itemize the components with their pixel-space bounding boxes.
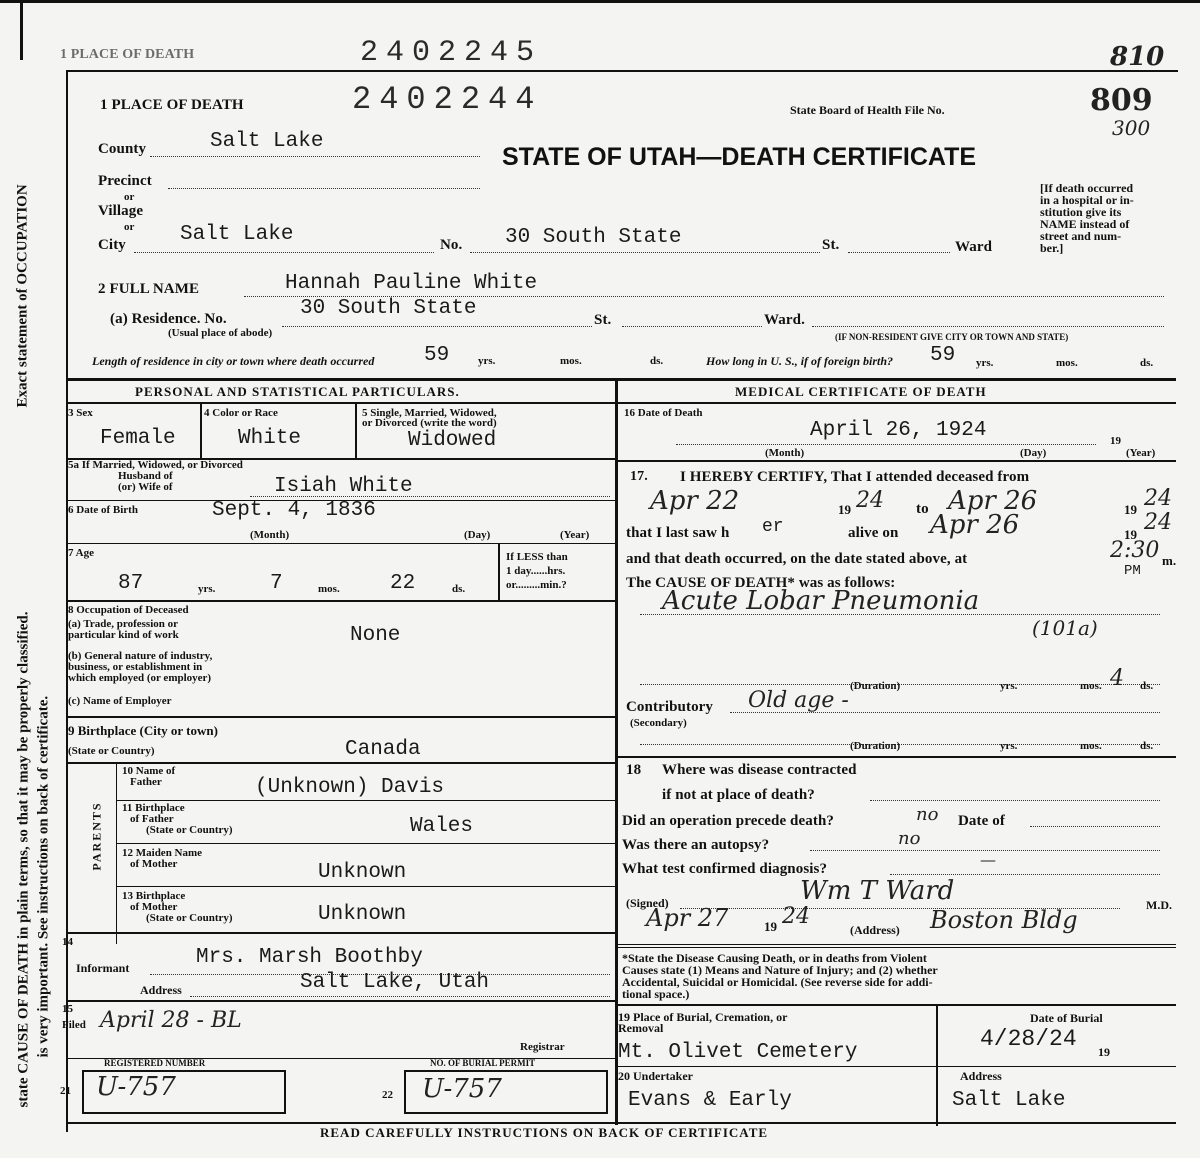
burial-place-value: Mt. Olivet Cemetery xyxy=(618,1041,858,1064)
res-st-label: St. xyxy=(594,312,612,328)
informant-label: Informant xyxy=(76,961,130,975)
death-month-label: (Month) xyxy=(765,447,805,459)
sex-value: Female xyxy=(100,427,176,450)
death-year-label: (Year) xyxy=(1126,447,1156,459)
res-ward-label: Ward. xyxy=(764,312,805,328)
sex-label: 3 Sex xyxy=(68,407,93,419)
certificate-title: STATE OF UTAH—DEATH CERTIFICATE xyxy=(502,143,977,171)
alive-on-year: 24 xyxy=(1144,510,1172,535)
registered-number-value: U-757 xyxy=(96,1072,176,1102)
certify-text: I HEREBY CERTIFY, That I attended deceased from xyxy=(680,469,1030,485)
personal-section-title: PERSONAL AND STATISTICAL PARTICULARS. xyxy=(135,384,460,399)
burial-permit-field-no: 22 xyxy=(382,1089,393,1101)
occupation-a-label: (a) Trade, profession or particular kind of work xyxy=(68,618,179,641)
spouse-label: 5a If Married, Widowed, or Divorced Husband of (or) Wife of xyxy=(68,459,243,493)
last-saw-label: that I last saw h xyxy=(626,525,730,541)
informant-address-label: Address xyxy=(140,983,182,997)
city-value: Salt Lake xyxy=(180,223,294,246)
ds-label: ds. xyxy=(1140,680,1154,692)
operation-value: no xyxy=(916,804,939,825)
cause-code: (101a) xyxy=(1032,616,1098,640)
filed-label: Filed xyxy=(62,1019,86,1031)
registrar-label: Registrar xyxy=(520,1041,565,1053)
file-extra: 300 xyxy=(1112,116,1151,140)
informant-address-value: Salt Lake, Utah xyxy=(300,971,490,994)
spouse-value: Isiah White xyxy=(274,475,413,498)
full-name-value: Hannah Pauline White xyxy=(285,272,538,295)
length-residence-label: Length of residence in city or town where death occurred xyxy=(92,354,375,368)
undertaker-address-value: Salt Lake xyxy=(952,1089,1066,1112)
physician-signature: Wm T Ward xyxy=(800,876,955,906)
mos-label: mos. xyxy=(560,355,582,367)
us-residence-years: 59 xyxy=(930,344,956,367)
dob-month-label: (Month) xyxy=(250,529,290,541)
place-of-death-label: 1 PLACE OF DEATH xyxy=(100,97,244,113)
yrs-label: yrs. xyxy=(1000,680,1018,692)
to-19: 19 xyxy=(1124,502,1137,517)
duration-label: (Duration) xyxy=(850,680,901,692)
age-label: 7 Age xyxy=(68,547,94,559)
street-address-value: 30 South State xyxy=(505,226,682,249)
signed-19: 19 xyxy=(764,919,777,934)
birthplace-value: Canada xyxy=(345,738,421,761)
margin-text-3: Exact statement of OCCUPATION xyxy=(14,184,31,408)
length-residence-years: 59 xyxy=(424,344,450,367)
op-date-label: Date of xyxy=(958,813,1005,829)
q18-label: Where was disease contracted xyxy=(662,762,857,778)
village-label: Village xyxy=(98,203,144,219)
medical-section-title: MEDICAL CERTIFICATE OF DEATH xyxy=(735,384,987,399)
date-of-death-label: 16 Date of Death xyxy=(624,407,703,419)
undertaker-address-label: Address xyxy=(960,1069,1002,1083)
father-birthplace-value: Wales xyxy=(410,815,474,838)
yrs-label: yrs. xyxy=(198,583,216,595)
employer-label: (c) Name of Employer xyxy=(68,695,172,707)
mos-label: mos. xyxy=(1080,740,1102,752)
filed-value: April 28 - BL xyxy=(100,1008,242,1033)
file-number: 809 xyxy=(1090,83,1153,118)
secondary-label: (Secondary) xyxy=(630,717,687,729)
certificate-number-stamp: 2402244 xyxy=(352,81,543,118)
dob-year-label: (Year) xyxy=(560,529,590,541)
burial-19: 19 xyxy=(1098,1045,1110,1059)
residence-value: 30 South State xyxy=(300,297,477,320)
prev-cert-number: 2402245 xyxy=(360,36,543,70)
attended-to-year: 24 xyxy=(1144,486,1172,511)
occupation-value: None xyxy=(350,624,401,647)
dob-day-label: (Day) xyxy=(464,529,491,541)
md-label: M.D. xyxy=(1146,898,1172,912)
attended-to: Apr 26 xyxy=(948,486,1038,516)
less-than-day: If LESS than 1 day......hrs. or.........min.? xyxy=(506,551,568,591)
test-value: — xyxy=(980,850,996,869)
father-name-value: (Unknown) Davis xyxy=(255,776,445,799)
prev-place-label: 1 PLACE OF DEATH xyxy=(60,47,195,62)
cause-of-death: Acute Lobar Pneumonia xyxy=(662,586,980,616)
us-residence-label: How long in U. S., if of foreign birth? xyxy=(706,354,894,368)
death-yr-prefix: 19 xyxy=(1110,435,1121,447)
race-label: 4 Color or Race xyxy=(204,407,278,419)
contributory-label: Contributory xyxy=(626,699,714,715)
county-label: County xyxy=(98,141,147,157)
reg-number-field-no: 21 xyxy=(60,1085,71,1097)
registered-number-label: REGISTERED NUMBER xyxy=(104,1058,206,1068)
m-label: m. xyxy=(1162,553,1177,568)
non-resident-note: (IF NON-RESIDENT GIVE CITY OR TOWN AND STATE) xyxy=(835,332,1069,342)
occupation-b-label: (b) General nature of industry, business, or establishment in which employed (or employer) xyxy=(68,650,213,684)
ds-label: ds. xyxy=(1140,740,1154,752)
birthplace-state-label: (State or Country) xyxy=(68,745,155,757)
usual-abode-note: (Usual place of abode) xyxy=(168,327,273,339)
mos-label: mos. xyxy=(1056,357,1078,369)
time-pm: PM xyxy=(1124,563,1141,579)
duration-label: (Duration) xyxy=(850,740,901,752)
residence-label: (a) Residence. No. xyxy=(110,311,227,327)
age-days: 22 xyxy=(390,572,416,595)
mother-name-value: Unknown xyxy=(318,861,407,884)
st-label: St. xyxy=(822,237,840,253)
yrs-label: yrs. xyxy=(1000,740,1018,752)
date-of-death-value: April 26, 1924 xyxy=(810,419,987,442)
death-day-label: (Day) xyxy=(1020,447,1047,459)
mother-birthplace-label: 13 Birthplace of Mother (State or Country) xyxy=(122,890,233,924)
ds-label: ds. xyxy=(1140,357,1154,369)
signed-label: (Signed) xyxy=(626,896,669,910)
q18b-label: if not at place of death? xyxy=(662,787,815,803)
burial-date-label: Date of Burial xyxy=(1030,1011,1103,1025)
or-text: or xyxy=(124,221,135,233)
file-no-label: State Board of Health File No. xyxy=(790,103,945,117)
marital-value: Widowed xyxy=(408,429,497,452)
ward-label: Ward xyxy=(955,239,993,255)
from-19: 19 xyxy=(838,502,851,517)
attended-from-year: 24 xyxy=(856,488,884,513)
cause-label: The CAUSE OF DEATH* was as follows: xyxy=(626,575,896,591)
mos-label: mos. xyxy=(318,583,340,595)
burial-date-value: 4/28/24 xyxy=(980,1026,1077,1052)
burial-place-label: 19 Place of Burial, Cremation, or Removal xyxy=(618,1010,788,1035)
undertaker-value: Evans & Early xyxy=(628,1089,792,1112)
last-saw-pronoun: er xyxy=(762,517,784,537)
age-years: 87 xyxy=(118,572,144,595)
hospital-note: [If death occurred in a hospital or in- stitution give its NAME instead of street and num- ber.] xyxy=(1040,181,1134,255)
margin-text-2: is very important. See instructions on back of certificate. xyxy=(35,695,52,1058)
operation-label: Did an operation precede death? xyxy=(622,813,834,829)
death-time: 2:30 xyxy=(1110,538,1160,563)
alive-19: 19 xyxy=(1124,527,1137,542)
signed-year: 24 xyxy=(782,904,810,929)
filed-number: 15 xyxy=(62,1003,73,1015)
race-value: White xyxy=(238,427,302,450)
signed-address: Boston Bldg xyxy=(930,906,1078,934)
test-label: What test confirmed diagnosis? xyxy=(622,861,828,877)
death-occurred-label: and that death occurred, on the date stated above, at xyxy=(626,551,968,567)
father-name-label: 10 Name of Father xyxy=(122,765,176,788)
autopsy-value: no xyxy=(898,828,921,849)
mother-name-label: 12 Maiden Name of Mother xyxy=(122,847,203,870)
yrs-label: yrs. xyxy=(976,357,994,369)
dob-value: Sept. 4, 1836 xyxy=(212,499,376,522)
dob-label: 6 Date of Birth xyxy=(68,504,138,516)
margin-text-1: state CAUSE OF DEATH in plain terms, so that it may be properly classified. xyxy=(15,611,32,1108)
to-label: to xyxy=(916,501,929,517)
burial-permit-label: NO. OF BURIAL PERMIT xyxy=(430,1058,536,1068)
certify-number: 17. xyxy=(630,469,648,484)
father-birthplace-label: 11 Birthplace of Father (State or Country) xyxy=(122,802,233,836)
attended-from: Apr 22 xyxy=(650,486,740,516)
signed-date: Apr 27 xyxy=(646,904,729,932)
mother-birthplace-value: Unknown xyxy=(318,903,407,926)
street-no-label: No. xyxy=(440,237,463,253)
contributory-value: Old age - xyxy=(748,688,849,713)
county-value: Salt Lake xyxy=(210,130,324,153)
parents-label: PARENTS xyxy=(89,801,104,871)
alive-on-date: Apr 26 xyxy=(930,510,1020,540)
precinct-label: Precinct xyxy=(98,173,152,189)
occupation-label: 8 Occupation of Deceased xyxy=(68,604,189,616)
yrs-label: yrs. xyxy=(478,355,496,367)
q18-number: 18 xyxy=(626,762,642,778)
signed-address-label: (Address) xyxy=(850,923,900,937)
city-label: City xyxy=(98,237,126,253)
mos-label: mos. xyxy=(1080,680,1102,692)
full-name-label: 2 FULL NAME xyxy=(98,281,200,297)
undertaker-label: 20 Undertaker xyxy=(618,1069,693,1083)
age-months: 7 xyxy=(270,572,283,595)
duration-months: 4 xyxy=(1110,666,1124,691)
footer-instructions: READ CAREFULLY INSTRUCTIONS ON BACK OF CERTIFICATE xyxy=(320,1125,769,1140)
birthplace-label: 9 Birthplace (City or town) xyxy=(68,723,218,738)
prev-file-number: 810 xyxy=(1110,42,1165,72)
informant-value: Mrs. Marsh Boothby xyxy=(196,946,423,969)
ds-label: ds. xyxy=(650,355,664,367)
burial-permit-value: U-757 xyxy=(422,1074,502,1104)
or-text: or xyxy=(124,191,135,203)
informant-number: 14 xyxy=(62,936,73,948)
marital-label: 5 Single, Married, Widowed, or Divorced (write the word) xyxy=(362,407,497,429)
ds-label: ds. xyxy=(452,583,466,595)
autopsy-label: Was there an autopsy? xyxy=(622,837,770,853)
alive-on-label: alive on xyxy=(848,525,899,541)
cause-footnote: *State the Disease Causing Death, or in deaths from Violent Causes state (1) Means and Nature of Injury; and (2) whether Accidental, Suicidal or Homicidal. (See reverse side for addi- tional space.) xyxy=(622,951,938,1001)
